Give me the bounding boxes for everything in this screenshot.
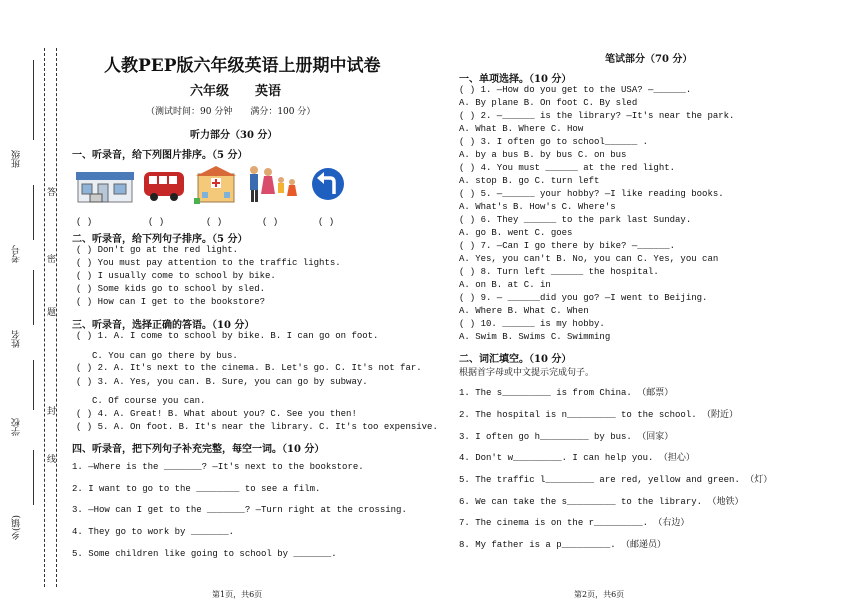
answer-choice-item: C. Of course you can.: [92, 396, 206, 406]
sentence-order-item: ( ) How can I get to the bookstore?: [76, 297, 266, 307]
exam-subtitle: 六年级 英语: [190, 84, 282, 99]
page-number-left: 第1页，共6页: [212, 590, 263, 599]
mc-question: ( ) 8. Turn left ______ the hospital.: [459, 267, 659, 277]
turn-left-sign-icon: [310, 164, 346, 204]
school-field[interactable]: [33, 360, 34, 410]
mc-options: A. Swim B. Swims C. Swimming: [459, 332, 611, 342]
vocab-item: 5. The traffic l_________ are red, yellow and green. （灯）: [459, 475, 773, 485]
bus-icon: [142, 164, 186, 204]
vocab-item: 3. I often go h_________ by bus. （回家）: [459, 432, 674, 442]
mc-options: A. by a bus B. by bus C. on bus: [459, 150, 627, 160]
seal-char-ti: 题: [47, 303, 56, 320]
listening-s2-heading: 二、听录音，给下列句子排序。（5 分）: [72, 234, 248, 245]
vocab-item: 4. Don't w_________. I can help you. （担心）: [459, 453, 695, 463]
building-icon: [76, 164, 134, 204]
class-label: 班级: [12, 150, 22, 168]
sentence-order-item: ( ) Some kids go to school by sled.: [76, 284, 266, 294]
mc-options: A. By plane B. On foot C. By sled: [459, 98, 638, 108]
mc-question: ( ) 5. —______ your hobby? —I like reading books.: [459, 189, 724, 199]
vocab-item: 2. The hospital is n_________ to the school. （附近）: [459, 410, 739, 420]
class-field[interactable]: [33, 60, 34, 140]
exam-number-label: 考号: [12, 245, 22, 263]
mc-question: ( ) 10. ______ is my hobby.: [459, 319, 605, 329]
hospital-icon: [194, 164, 238, 204]
mc-question: ( ) 3. I often go to school______ .: [459, 137, 649, 147]
picture-answer-blank[interactable]: ( ): [148, 217, 165, 227]
picture-answer-blank[interactable]: ( ): [76, 217, 93, 227]
seal-char-mi: 密: [47, 250, 56, 267]
seal-char-da: 答: [47, 183, 56, 200]
listening-s1-heading: 一、听录音，给下列图片排序。（5 分）: [72, 150, 248, 161]
sentence-order-item: ( ) Don't go at the red light.: [76, 245, 239, 255]
listening-s4-heading: 四、听录音，把下列句子补充完整，每空一词。（10 分）: [72, 444, 325, 455]
binding-margin: [0, 0, 60, 607]
mc-options: A. stop B. go C. turn left: [459, 176, 600, 186]
seal-char-xian: 线: [47, 450, 56, 467]
written-s1-heading: 一、单项选择。（10 分）: [459, 74, 572, 85]
cut-line-outer: [44, 48, 45, 587]
mc-question: ( ) 9. — ______did you go? —I went to Beijing.: [459, 293, 708, 303]
mc-options: A. What's B. How's C. Where's: [459, 202, 616, 212]
mc-options: A. What B. Where C. How: [459, 124, 584, 134]
vocab-item: 6. We can take the s_________ to the library. （地铁）: [459, 497, 744, 507]
mc-question: ( ) 4. You must ______ at the red light.: [459, 163, 676, 173]
township-label: 乡(镇): [12, 515, 22, 541]
township-field[interactable]: [33, 450, 34, 505]
mc-options: A. go B. went C. goes: [459, 228, 573, 238]
mc-options: A. Where B. What C. When: [459, 306, 589, 316]
fill-sentence-item: 2. I want to go to the ________ to see a film.: [72, 484, 321, 494]
school-label: 学校: [12, 418, 22, 436]
page-number-right: 第2页，共6页: [574, 590, 625, 599]
name-label: 姓名: [12, 330, 22, 348]
answer-choice-item: ( ) 3. A. Yes, you can. B. Sure, you can go by subway.: [76, 377, 368, 387]
answer-choice-item: ( ) 5. A. On foot. B. It's near the library. C. It's too expensive.: [76, 422, 438, 432]
mc-question: ( ) 7. —Can I go there by bike? —______.: [459, 241, 676, 251]
fill-sentence-item: 1. —Where is the _______? —It's next to the bookstore.: [72, 462, 364, 472]
mc-options: A. Yes, you can't B. No, you can C. Yes, you can: [459, 254, 719, 264]
answer-choice-item: ( ) 4. A. Great! B. What about you? C. See you then!: [76, 409, 357, 419]
listening-part-title: 听力部分（30 分）: [190, 130, 278, 141]
sentence-order-item: ( ) I usually come to school by bike.: [76, 271, 276, 281]
vocab-instruction: 根据首字母或中文提示完成句子。: [459, 368, 595, 378]
mc-question: ( ) 6. They ______ to the park last Sunday.: [459, 215, 692, 225]
mc-question: ( ) 2. —______ is the library? —It's near the park.: [459, 111, 735, 121]
written-part-title: 笔试部分（70 分）: [605, 54, 693, 65]
name-field[interactable]: [33, 270, 34, 325]
cut-line-inner: [56, 48, 57, 587]
mc-options: A. on B. at C. in: [459, 280, 551, 290]
seal-char-feng: 封: [47, 402, 56, 419]
answer-choice-item: ( ) 1. A. I come to school by bike. B. I can go on foot.: [76, 331, 379, 341]
answer-choice-item: C. You can go there by bus.: [92, 351, 238, 361]
sentence-order-item: ( ) You must pay attention to the traffic lights.: [76, 258, 341, 268]
fill-sentence-item: 3. —How can I get to the _______? —Turn right at the crossing.: [72, 505, 407, 515]
exam-time-info: （测试时间：90 分钟 满分：100 分）: [146, 107, 316, 117]
answer-choice-item: ( ) 2. A. It's next to the cinema. B. Let's go. C. It's not far.: [76, 363, 422, 373]
family-icon: [246, 164, 300, 204]
vocab-item: 7. The cinema is on the r_________. （右边）: [459, 518, 690, 528]
mc-question: ( ) 1. —How do you get to the USA? —______.: [459, 85, 692, 95]
written-s2-heading: 二、词汇填空。（10 分）: [459, 354, 572, 365]
picture-answer-blank[interactable]: ( ): [318, 217, 335, 227]
picture-answer-blank[interactable]: ( ): [262, 217, 279, 227]
exam-number-field[interactable]: [33, 185, 34, 240]
picture-answer-blank[interactable]: ( ): [206, 217, 223, 227]
exam-title: 人教PEP版六年级英语上册期中试卷: [104, 56, 381, 76]
listening-s3-heading: 三、听录音，选择正确的答语。（10 分）: [72, 320, 255, 331]
vocab-item: 1. The s_________ is from China. （邮票）: [459, 388, 674, 398]
fill-sentence-item: 4. They go to work by _______.: [72, 527, 235, 537]
vocab-item: 8. My father is a p_________. （邮递员）: [459, 540, 667, 550]
fill-sentence-item: 5. Some children like going to school by _______.: [72, 549, 337, 559]
